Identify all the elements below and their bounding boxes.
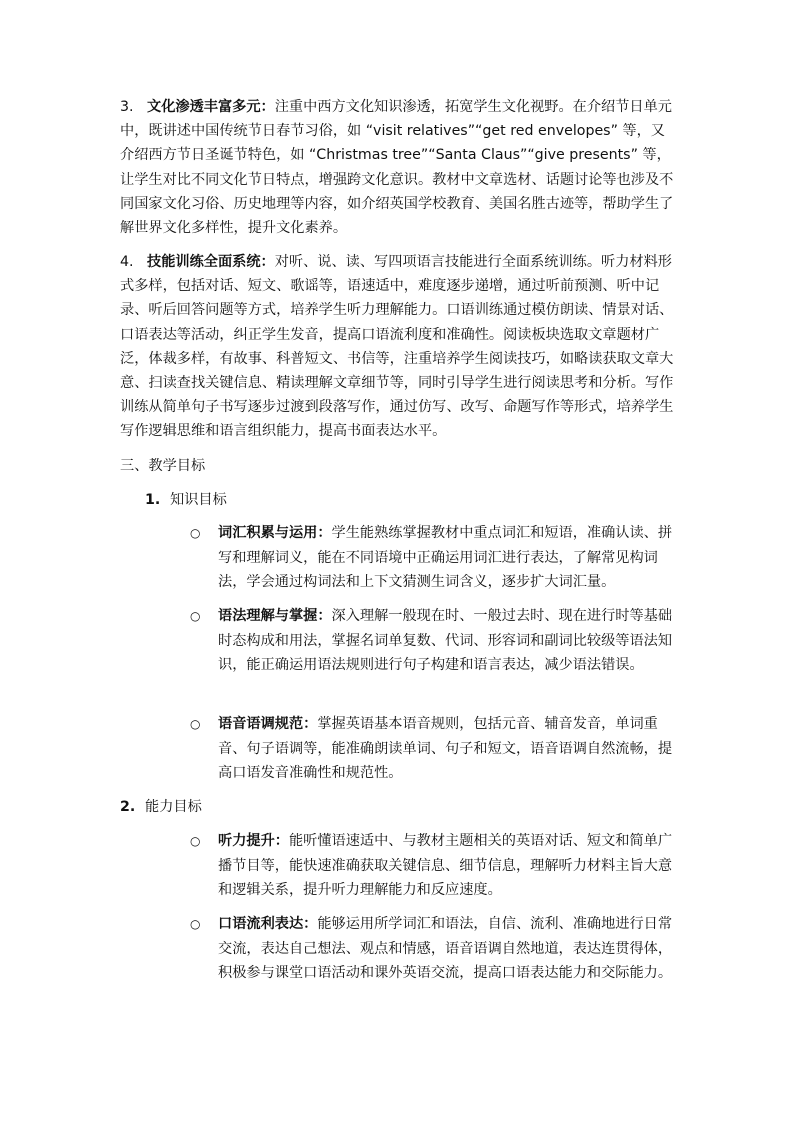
- bullet-body: 学生能熟练掌握教材中重点词汇和短语，准确认读、拼写和理解词义，能在不同语境中正确运用词汇进行表达，了解常见构词法，学会通过构词法和上下文猜测生词含义，逐步扩大词汇量。: [218, 525, 673, 590]
- bullet-text: [218, 912, 676, 986]
- bullet-colon: ：: [317, 525, 332, 541]
- item-body: 注重中西方文化知识渗透，拓宽学生文化视野。在介绍节日单元中，既讲述中国传统节日春节习俗，如 “visit relatives”“get red envelopes” 等，又介绍西方节日圣诞节特色，如 “Christmas tree”“Santa Claus”“give presents” 等，让学生对比不同文化节日特点，增强跨文化意识。教材中文章选材、话题讨论等也涉及不同国家文化习俗、历史地理等内容，如介绍英国学校教育、美国名胜古迹等，帮助学生了解世界文化多样性，提升文化素养。: [120, 99, 674, 237]
- bullet-text: [218, 712, 676, 786]
- bullet-grammar: [190, 604, 676, 678]
- bullet-title: 听力提升: [218, 833, 275, 849]
- item-colon: ：: [260, 254, 275, 270]
- chapter-heading: 三、教学目标: [120, 458, 206, 474]
- bullet-colon: ：: [317, 608, 332, 624]
- bullet-colon: ：: [303, 716, 318, 732]
- item-body: 对听、说、读、写四项语言技能进行全面系统训练。听力材料形式多样，包括对话、短文、歌谣等，语速适中，难度逐步递增，通过听前预测、听中记录、听后回答问题等方式，培养学生听力理解能力。口语训练通过模仿朗读、情景对话、口语表达等活动，纠正学生发音，提高口语流利度和准确性。阅读板块选取文章题材广泛，体裁多样，有故事、科普短文、书信等，注重培养学生阅读技巧，如略读获取文章大意、扫读查找关键信息、精读理解文章细节等，同时引导学生进行阅读思考和分析。写作训练从简单句子书写逐步过渡到段落写作，通过仿写、改写、命题写作等形式，培养学生写作逻辑思维和语言组织能力，提高书面表达水平。: [120, 254, 674, 440]
- bullet-colon: ：: [274, 833, 289, 849]
- bullet-text: [218, 829, 676, 903]
- bullet-title: 语法理解与掌握: [218, 608, 318, 624]
- bullet-body: 能听懂语速适中、与教材主题相关的英语对话、短文和简单广播节目等，能快速准确获取关键信息、细节信息，理解听力材料主旨大意和逻辑关系，提升听力理解能力和反应速度。: [218, 833, 673, 898]
- bullet-marker: ○: [190, 526, 201, 540]
- goal-title: 知识目标: [170, 492, 227, 508]
- bullet-body: 掌握英语基本语音规则，包括元音、辅音发音，单词重音、句子语调等，能准确朗读单词、句子和短文，语音语调自然流畅，提高口语发音准确性和规范性。: [218, 716, 673, 781]
- bullet-title: 口语流利表达: [218, 916, 304, 932]
- bullet-marker: ○: [190, 917, 201, 931]
- goal-knowledge-heading: [145, 489, 227, 511]
- bullet-title: 语音语调规范: [218, 716, 304, 732]
- bullet-colon: ：: [303, 916, 318, 932]
- item-colon: ：: [260, 99, 275, 115]
- bullet-body: 能够运用所学词汇和语法，自信、流利、准确地进行日常交流，表达自己想法、观点和情感，语音语调自然地道，表达连贯得体，积极参与课堂口语活动和课外英语交流，提高口语表达能力和交际能力。: [218, 916, 673, 981]
- bullet-speaking: [190, 912, 676, 986]
- bullet-text: [218, 604, 676, 678]
- bullet-title: 词汇积累与运用: [218, 525, 318, 541]
- item-number: 4.: [120, 254, 134, 270]
- goal-number: 1.: [145, 492, 161, 508]
- bullet-vocabulary: [190, 521, 676, 595]
- item-number: 3.: [120, 99, 134, 115]
- bullet-pronunciation: [190, 712, 676, 786]
- bullet-marker: ○: [190, 834, 201, 848]
- bullet-marker: ○: [190, 717, 201, 731]
- bullet-listening: [190, 829, 676, 903]
- bullet-text: [218, 521, 676, 595]
- paragraph-skill-training: [120, 250, 676, 444]
- goal-title: 能力目标: [145, 799, 202, 815]
- bullet-body: 深入理解一般现在时、一般过去时、现在进行时等基础时态构成和用法，掌握名词单复数、代词、形容词和副词比较级等语法知识，能正确运用语法规则进行句子构建和语言表达，减少语法错误。: [218, 608, 673, 673]
- item-title: 技能训练全面系统: [147, 254, 261, 270]
- goal-number: 2.: [120, 799, 136, 815]
- goal-ability-heading: [120, 796, 202, 818]
- paragraph-cultural-infusion: [120, 95, 676, 240]
- bullet-marker: ○: [190, 609, 201, 623]
- item-title: 文化渗透丰富多元: [147, 99, 261, 115]
